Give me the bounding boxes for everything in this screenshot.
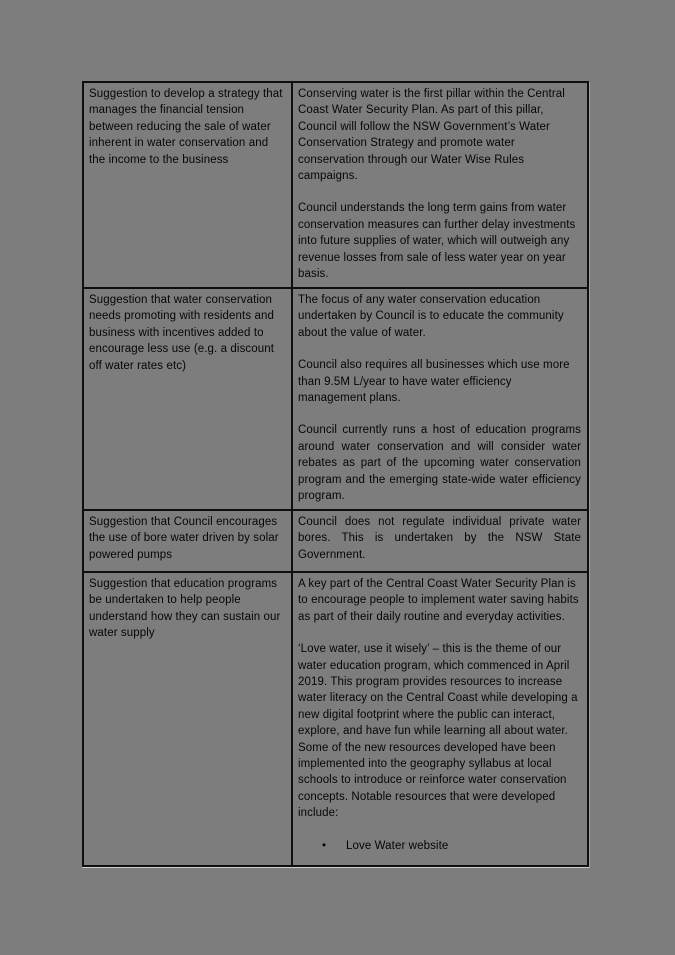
response-paragraph: ‘Love water, use it wisely’ – this is the theme of our water education program, which commenced in April 2019. This program provides resources to increase water literacy on the Central Coast while developing a new digital footprint where the public can interact, explore, and have fun while learning all about water. Some of the new resources developed have been implemented into the geography syllabus at local schools to introduce or reinforce water conservation concepts. Notable resources that were developed include: [298, 643, 578, 820]
bullet-item [320, 838, 581, 854]
suggestion-cell [84, 83, 293, 289]
suggestions-response-table [82, 81, 589, 867]
suggestion-cell [84, 289, 293, 511]
response-paragraph: Conserving water is the first pillar within the Central Coast Water Security Plan. As part of this pillar, Council will follow the NSW Government’s Water Conservation Strategy and promote water conservation through our Water Wise Rules campaigns. [298, 88, 565, 183]
bullet-icon: • [322, 839, 327, 852]
response-paragraph: Council understands the long term gains from water conservation measures can further delay investments into future supplies of water, which will outweigh any revenue losses from sale of less water year on year basis. [298, 202, 576, 281]
suggestion-cell [84, 511, 293, 573]
suggestion-text: Suggestion to develop a strategy that manages the financial tension between reducing the sale of water inherent in water conservation and the income to the business [89, 88, 283, 166]
response-paragraph: Council also requires all businesses which use more than 9.5M L/year to have water efficiency management plans. [298, 359, 570, 405]
bullet-item-label: Love Water website [346, 839, 449, 852]
response-cell [293, 83, 587, 289]
suggestion-cell [84, 573, 293, 865]
suggestion-text: Suggestion that Council encourages the use of bore water driven by solar powered pumps [89, 516, 279, 561]
suggestion-text: Suggestion that education programs be undertaken to help people understand how they can sustain our water supply [89, 578, 281, 640]
response-cell [293, 573, 587, 865]
response-paragraph: A key part of the Central Coast Water Security Plan is to encourage people to implement water saving habits as part of their daily routine and everyday activities. [298, 578, 579, 623]
response-paragraph: The focus of any water conservation education undertaken by Council is to educate the community about the value of water. [298, 294, 564, 339]
response-cell [293, 511, 587, 573]
response-paragraph: Council does not regulate individual private water bores. This is undertaken by the NSW State Government. [298, 516, 581, 561]
response-bullet-list [298, 838, 581, 854]
response-cell [293, 289, 587, 511]
suggestion-text: Suggestion that water conservation needs promoting with residents and business with incentives added to encourage less use (e.g. a discount off water rates etc) [89, 294, 275, 372]
response-paragraph: Council currently runs a host of education programs around water conservation and will consider water rebates as part of the upcoming water conservation program and the emerging state-wide water efficiency program. [298, 424, 581, 503]
